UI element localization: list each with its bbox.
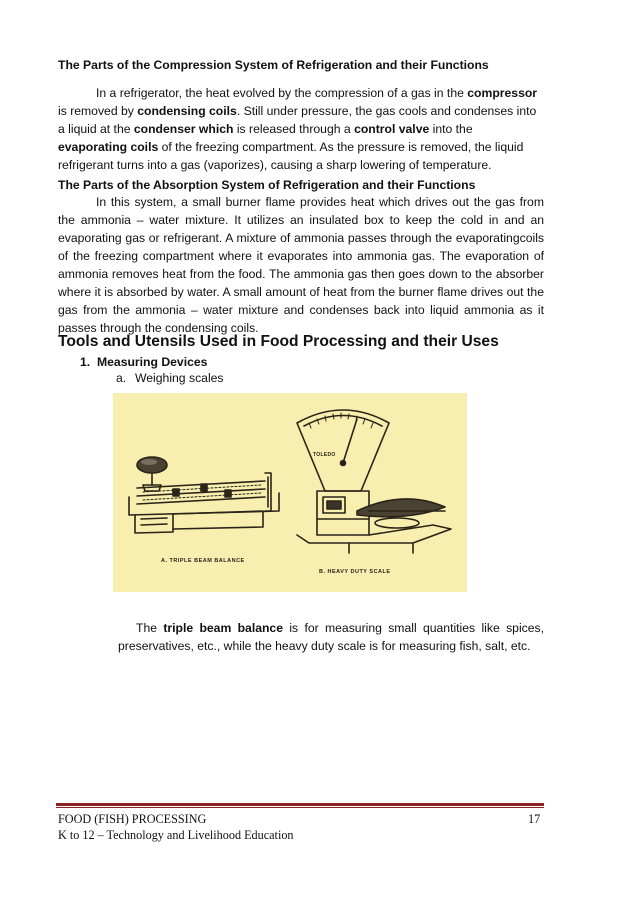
label-triple-beam-balance: A. TRIPLE BEAM BALANCE xyxy=(161,558,245,564)
footer-subtitle: K to 12 – Technology and Livelihood Education xyxy=(58,828,294,842)
absorption-heading: The Parts of the Absorption System of Refrigeration and their Functions xyxy=(58,178,476,192)
scales-description: The triple beam balance is for measuring small quantities like spices, preservatives, etc., while the heavy duty scale is for measuring fish, salt, etc. xyxy=(118,621,544,653)
weighing-scales-figure xyxy=(113,393,467,592)
tools-heading: Tools and Utensils Used in Food Processing and their Uses xyxy=(58,333,499,350)
toledo-dial-label: TOLEDO xyxy=(313,452,336,458)
sublist-letter: a. xyxy=(116,371,127,385)
measuring-devices-label: Measuring Devices xyxy=(97,355,208,369)
list-item-number: 1. xyxy=(80,355,91,369)
compression-heading: The Parts of the Compression System of Refrigeration and their Functions xyxy=(58,58,489,72)
weighing-scales-label: Weighing scales xyxy=(135,371,224,385)
triple-beam-balance-drawing xyxy=(129,457,279,533)
footer-rule-thin xyxy=(56,807,544,808)
absorption-paragraph: In this system, a small burner flame provides heat which drives out the gas from the ammonia – water mixture. It utilizes an insulated box to keep the cold in and an evaporating gas or refrigerant. A mixture of ammonia passes through the evaporatingcoils of the freezing compartment where it evaporates into ammonia gas. The evaporation of ammonia removes heat from the food. The ammonia gas then goes down to the absorber where it is absorbed by water. A small amount of heat from the burner flame drives out the gas from the ammonia – water mixture and condenses back into liquid ammonia as it passes through the condensing coils. xyxy=(58,195,544,335)
footer-title: FOOD (FISH) PROCESSING xyxy=(58,812,207,826)
page-number: 17 xyxy=(528,812,541,826)
footer-rule xyxy=(56,803,544,806)
label-heavy-duty-scale: B. HEAVY DUTY SCALE xyxy=(319,569,391,575)
heavy-duty-scale-drawing xyxy=(297,410,451,553)
compression-paragraph: In a refrigerator, the heat evolved by the compression of a gas in the compressor is removed by condensing coils. Still under pressure, the gas cools and condenses into a liquid at the condenser which is released through a control valve into the evaporating coils of the freezing compartment. As the pressure is removed, the liquid refrigerant turns into a gas (vaporizes), causing a sharp lowering of temperature. xyxy=(58,86,538,172)
